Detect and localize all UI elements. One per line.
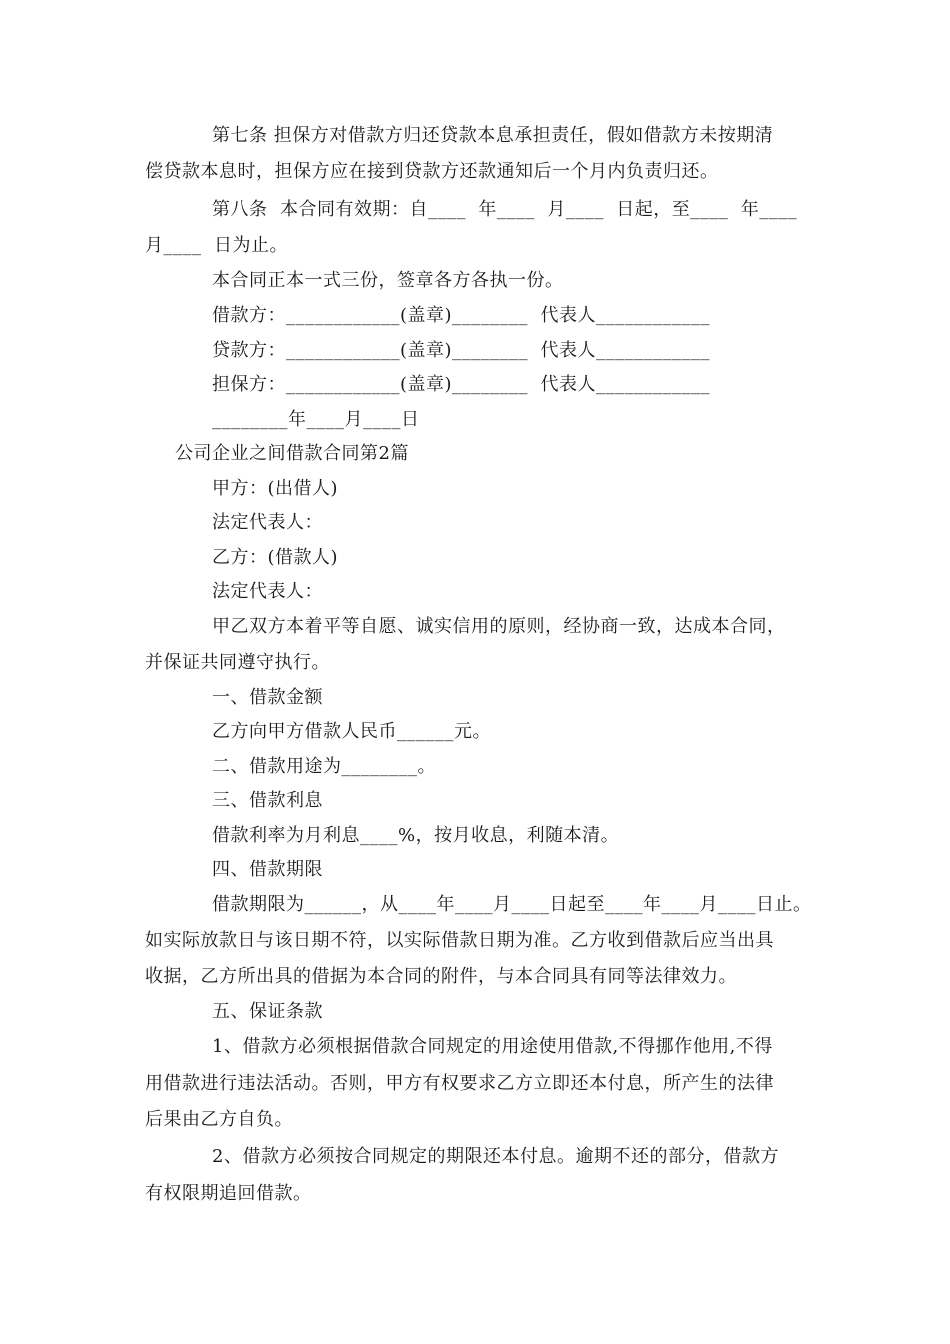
date-line: ________年____月____日 [212, 409, 420, 430]
guarantee-1-line-1: 1、借款方必须根据借款合同规定的用途使用借款,不得挪作他用,不得 [212, 1036, 773, 1057]
lender-signature-line: 贷款方：____________(盖章)________ 代表人____________ [212, 340, 710, 361]
loan-term-line-3: 收据，乙方所出具的借据为本合同的附件，与本合同具有同等法律效力。 [145, 966, 737, 987]
party-a-representative: 法定代表人： [212, 512, 323, 533]
clause-7-line-1: 第七条 担保方对借款方归还贷款本息承担责任，假如借款方未按期清 [212, 125, 774, 146]
clause-8-line-2: 月____ 日为止。 [145, 235, 288, 256]
borrower-signature-line: 借款方：____________(盖章)________ 代表人____________ [212, 305, 710, 326]
loan-amount-text: 乙方向甲方借款人民币______元。 [212, 721, 491, 742]
party-b: 乙方：(借款人) [212, 547, 339, 568]
preamble-line-2: 并保证共同遵守执行。 [145, 652, 330, 673]
guarantor-signature-line: 担保方：____________(盖章)________ 代表人____________ [212, 374, 710, 395]
party-a: 甲方：(出借人) [212, 478, 339, 499]
loan-term-line-1: 借款期限为______，从____年____月____日起至____年____月____日止。 [212, 894, 812, 915]
guarantee-1-line-2: 用借款进行违法活动。否则，甲方有权要求乙方立即还本付息，所产生的法律 [145, 1073, 774, 1094]
heading-loan-purpose: 二、借款用途为________。 [212, 756, 436, 777]
loan-term-line-2: 如实际放款日与该日期不符，以实际借款日期为准。乙方收到借款后应当出具 [145, 930, 774, 951]
heading-guarantee-terms: 五、保证条款 [212, 1001, 323, 1022]
guarantee-2-line-1: 2、借款方必须按合同规定的期限还本付息。逾期不还的部分，借款方 [212, 1146, 779, 1167]
loan-interest-text: 借款利率为月利息____%，按月收息，利随本清。 [212, 825, 620, 846]
copies-note: 本合同正本一式三份，签章各方各执一份。 [212, 270, 564, 291]
heading-loan-amount: 一、借款金额 [212, 687, 323, 708]
clause-7-line-2: 偿贷款本息时，担保方应在接到贷款方还款通知后一个月内负责归还。 [145, 161, 719, 182]
clause-8-line-1: 第八条 本合同有效期：自____ 年____ 月____ 日起，至____ 年____ [212, 199, 798, 220]
heading-loan-term: 四、借款期限 [212, 859, 323, 880]
preamble-line-1: 甲乙双方本着平等自愿、诚实信用的原则，经协商一致，达成本合同， [212, 616, 786, 637]
party-b-representative: 法定代表人： [212, 581, 323, 602]
section-title: 公司企业之间借款合同第2篇 [175, 443, 409, 464]
heading-loan-interest: 三、借款利息 [212, 790, 323, 811]
guarantee-1-line-3: 后果由乙方自负。 [145, 1109, 293, 1130]
guarantee-2-line-2: 有权限期追回借款。 [145, 1183, 312, 1204]
